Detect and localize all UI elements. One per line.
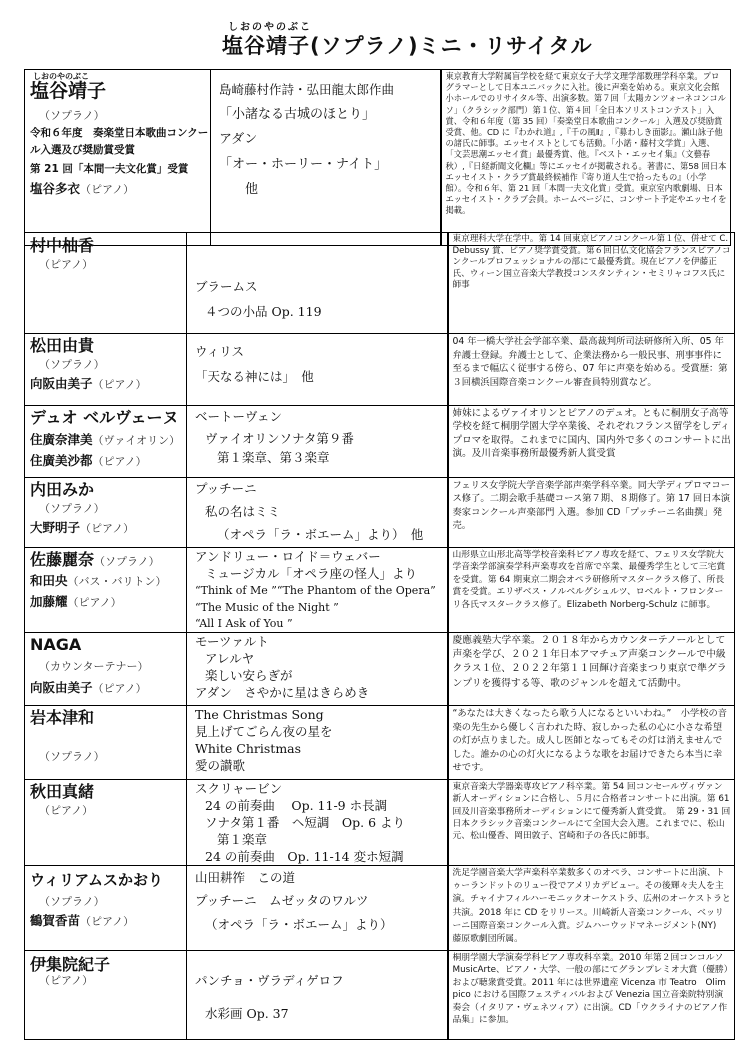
performer-cell bbox=[25, 633, 187, 706]
program-line: ４つの小品 Op. 119 bbox=[205, 304, 322, 319]
program-line: アンドリュー・ロイド＝ウェバー bbox=[195, 549, 381, 564]
page-title: 塩谷靖子(ソプラノ)ミニ・リサイタル bbox=[222, 34, 593, 58]
performer-name: 村中柚香 bbox=[30, 236, 95, 255]
table-row bbox=[25, 334, 735, 406]
program-line: 私の名はミミ bbox=[205, 504, 281, 519]
acc-name: 向阪由美子 bbox=[30, 376, 93, 391]
program-line: パンチョ・ヴラディゲロフ bbox=[195, 973, 344, 988]
header-award-1: 令和６年度 奏楽堂日本歌曲コンクール入選及び奨励賞受賞 bbox=[30, 127, 209, 156]
accompanist bbox=[25, 592, 186, 613]
bio-cell bbox=[448, 951, 735, 1040]
acc-name: 和田央 bbox=[30, 573, 68, 588]
header-bio-cell bbox=[441, 70, 731, 246]
bio-cell bbox=[448, 406, 735, 478]
performers-table bbox=[24, 232, 735, 1040]
acc-name: 加藤耀 bbox=[30, 594, 68, 609]
program-cell bbox=[187, 478, 448, 548]
program-cell bbox=[187, 548, 448, 633]
program-cell bbox=[187, 780, 448, 866]
acc-name: 向阪由美子 bbox=[30, 680, 93, 695]
table-row bbox=[25, 866, 735, 951]
program-line: アダン さやかに星はきらめき bbox=[195, 685, 370, 700]
program-line: ソナタ第１番 ヘ短調 Op. 6 より bbox=[205, 815, 405, 830]
performer-cell bbox=[25, 548, 187, 633]
header-acc-name: 塩谷多衣 bbox=[30, 181, 81, 196]
performer-type: （カウンターテナー） bbox=[39, 660, 149, 673]
accompanist bbox=[25, 518, 186, 539]
header-acc-type: （ピアノ） bbox=[80, 183, 135, 196]
program-line: アレルヤ bbox=[205, 651, 255, 666]
performer-cell bbox=[25, 780, 187, 866]
program-cell bbox=[187, 406, 448, 478]
accompanist bbox=[25, 571, 186, 592]
table-row bbox=[25, 951, 735, 1040]
performer-name: 岩本津和 bbox=[30, 708, 95, 727]
bio-cell bbox=[448, 233, 735, 334]
table-row bbox=[25, 780, 735, 866]
program-line: White Christmas bbox=[195, 741, 302, 756]
program-cell bbox=[187, 233, 448, 334]
bio-cell bbox=[448, 548, 735, 633]
performer-name: 伊集院紀子 bbox=[30, 955, 111, 974]
program-line: 見上げてごらん夜の星を bbox=[195, 724, 333, 739]
program-line: “Think of Me ”“The Phantom of the Opera” bbox=[195, 584, 436, 597]
bio-cell bbox=[448, 334, 735, 406]
program-cell bbox=[187, 633, 448, 706]
accompanist bbox=[25, 911, 186, 932]
program-line: 第１楽章、第３楽章 bbox=[217, 450, 330, 465]
header-accompanist bbox=[25, 179, 210, 200]
acc-name: 大野明子 bbox=[30, 520, 81, 535]
performer-type: （ソプラノ） bbox=[39, 895, 105, 908]
performer-cell bbox=[25, 951, 187, 1040]
program-line: 愛の讃歌 bbox=[195, 758, 246, 773]
header-program-line: 島崎藤村作詩・弘田龍太郎作曲 bbox=[219, 82, 395, 97]
bio-cell bbox=[448, 866, 735, 951]
header-performer-name: 塩谷靖子 bbox=[30, 80, 107, 102]
performer-type: （ソプラノ） bbox=[94, 555, 160, 568]
program-line: 24 の前奏曲 Op. 11-14 変ホ短調 bbox=[205, 849, 404, 864]
bio-text: 東京理科大学在学中。第 14 回東京ピアノコンクール第１位、併せて C.Debussy 賞、ピアノ奨学賞受賞。第６回日仏文化協会フランスピアノコンクールプロフェッショナルの部にて最優秀賞。現在ピアノを伊藤正氏、ウィーン国立音楽大学教授コンスタンティン・セミリャコフス氏に師事 bbox=[452, 234, 731, 291]
header-program-line: 「小諸なる古城のほとり」 bbox=[219, 107, 376, 122]
title-ruby: しおのやのぶこ bbox=[228, 22, 312, 33]
program-line: プッチーニ ムゼッタのワルツ bbox=[195, 893, 369, 908]
program-line: ウィリス bbox=[195, 344, 245, 359]
header-program-line: 「オー・ホーリー・ナイト」 bbox=[219, 157, 388, 172]
accompanist bbox=[25, 374, 186, 395]
bio-cell bbox=[448, 478, 735, 548]
performer-name: 秋田真緒 bbox=[30, 782, 95, 801]
program-line: “All I Ask of You ” bbox=[195, 617, 293, 630]
header-program-line: アダン bbox=[219, 132, 258, 147]
performer-heading bbox=[25, 548, 186, 571]
acc-type: （バス・バリトン） bbox=[67, 575, 167, 588]
acc-type: （ピアノ） bbox=[92, 455, 147, 468]
header-ruby: しおのやのぶこ bbox=[33, 72, 89, 81]
bio-text: 東京音楽大学器楽専攻ピアノ科卒業。第 54 回コンセールヴィヴァン新人オーディションに合格し、５月に合格者コンサートに出演。第 61 回及川音楽事務所オーディションにて優秀新人賞受賞。 第 29・31 回日本クラシック音楽コンクールにて全国大会入選。これまでに、松山元、松山優香、岡田敦子、宮崎和子の各氏に師事。 bbox=[452, 782, 731, 842]
program-cell bbox=[187, 866, 448, 951]
performer-name: ウィリアムスかおり bbox=[30, 871, 164, 889]
program-line: 24 の前奏曲 Op. 11-9 ホ長調 bbox=[205, 798, 388, 813]
header-program-line: 他 bbox=[245, 182, 259, 197]
program-line: スクリャービン bbox=[195, 781, 283, 796]
bio-text: 04 年一橋大学社会学部卒業、最高裁判所司法研修所入所、05 年弁護士登録。弁護士として、企業法務から一般民事、刑事事件に至るまで幅広く従事する傍ら、07 年に声楽を始める。受賞歴：第３回横浜国際音楽コンクール審査員特別賞など。 bbox=[452, 336, 728, 388]
performer-name: NAGA bbox=[30, 635, 82, 654]
performer-cell bbox=[25, 706, 187, 780]
header-award-2: 第 21 回「本間一夫文化賞」受賞 bbox=[30, 163, 189, 175]
accompanist bbox=[25, 676, 186, 699]
performer-type: （ソプラノ） bbox=[39, 502, 105, 515]
program-line: 第１楽章 bbox=[217, 832, 268, 847]
table-row bbox=[25, 633, 735, 706]
bio-text: 山形県立山形北高等学校音楽科ピアノ専攻を経て、フェリス女学院大学音楽学部演奏学科声楽専攻を首席で卒業、最優秀学生として三宅賞を受賞。第 64 期東京二期会オペラ研修所マスタークラス修了、所長賞を受賞。エリザベス・ノルベルグシュルツ、ロベルト・フロンターリ各氏マスタークラス修了。Elizabeth Norberg-Schulz に師事。 bbox=[452, 550, 726, 610]
program-line: プッチーニ bbox=[195, 481, 257, 496]
program-line: ベートーヴェン bbox=[195, 409, 283, 424]
bio-text: 桐朋学園大学演奏学科ピアノ専攻科卒業。2010 年第２回コンコルソ MusicArte、ピアノ・大学、一般の部にてグランプレミオ大賞（優勝）および聴衆賞受賞。2011 年には世界遺産 Vicenza 市 Teatro Olimpico における国際フェスティバルおよび Venezia 国立音楽院特別演奏会（イタリア・ヴェネツィア）に出演。CD「ウクライナのピアノ作品集」に参加。 bbox=[452, 953, 729, 1026]
performer-type: （ソプラノ） bbox=[39, 358, 105, 371]
bio-text: 慶應義塾大学卒業。２０１８年からカウンターテノールとして声楽を学び、２０２１年日本アマチュア声楽コンクールで中級クラス１位、２０２２年第１１回輝け音楽まつり東京で準グランプリを獲得する等、歌のジャンルを超えて活動中。 bbox=[452, 635, 727, 689]
program-line: ヴァイオリンソナタ第９番 bbox=[205, 431, 354, 446]
program-line: 山田耕筰 この道 bbox=[195, 870, 296, 885]
bio-cell bbox=[448, 706, 735, 780]
acc-type: （ヴァイオリン） bbox=[92, 434, 181, 447]
acc-type: （ピアノ） bbox=[92, 682, 147, 695]
performer-name: 松田由貴 bbox=[30, 336, 95, 355]
program-cell bbox=[187, 951, 448, 1040]
bio-text: フェリス女学院大学音楽学部声楽学科卒業。同大学ディプロマコース修了。二期会歌手基礎コース第７期、８期修了。第 17 回日本演奏家コンクール声楽部門 入選。参加 CD「プッチーニ名曲撰」発売。 bbox=[452, 480, 731, 532]
program-line: （オペラ「ラ・ボエーム」より） bbox=[205, 917, 393, 932]
acc-name: 鶴賀香苗 bbox=[30, 913, 81, 928]
table-row bbox=[25, 548, 735, 633]
acc-type: （ピアノ） bbox=[80, 915, 135, 928]
performer-type: （ソプラノ） bbox=[39, 750, 105, 763]
table-row bbox=[25, 478, 735, 548]
program-line: 「天なる神には」 他 bbox=[195, 369, 314, 384]
header-table bbox=[24, 69, 731, 246]
accompanist bbox=[25, 451, 186, 472]
table-row bbox=[25, 706, 735, 780]
program-line: ミュージカル「オペラ座の怪人」より bbox=[205, 566, 418, 581]
program-line: （オペラ「ラ・ボエーム」より） 他 bbox=[217, 527, 424, 542]
performer-cell bbox=[25, 406, 187, 478]
program-line: “The Music of the Night ” bbox=[195, 601, 339, 614]
acc-name: 住廣奈津美 bbox=[30, 432, 93, 447]
table-row bbox=[25, 233, 735, 334]
performer-name: デュオ ベルヴェーヌ bbox=[30, 408, 179, 427]
header-performer-type: （ソプラノ） bbox=[39, 109, 105, 122]
program-cell bbox=[187, 706, 448, 780]
bio-text: 洗足学園音楽大学声楽科卒業数多くのオペラ、コンサートに出演、トゥーランドットのリュー役でアメリカデビュー。その後輝々夫人を主演。チャイナフィルハーモニックオーケストラ、広州のオーケストラと共演。2018 年に CD をリリース。川崎新人音楽コンクール、ベッリーニ国際音楽コンクール入賞。ジムハーウッドマネージメント(NY) 藤原歌劇団所属。 bbox=[452, 868, 731, 945]
program-line: ブラームス bbox=[195, 279, 258, 294]
program-line: The Christmas Song bbox=[195, 707, 324, 722]
program-cell bbox=[187, 334, 448, 406]
performer-cell bbox=[25, 334, 187, 406]
header-program-cell bbox=[211, 70, 441, 246]
accompanist bbox=[25, 428, 186, 451]
performer-name: 佐藤麗奈 bbox=[30, 550, 95, 569]
bio-text: “あなたは大きくなったら歌う人になるといいわね。” 小学校の音楽の先生から優しく言われた時、寂しかった私の心に小さな希望の灯が点りました。成人し医師となってもその灯は消えませんでした。誰かの心の灯火になるような歌をお届けできたら本当に幸せです。 bbox=[452, 708, 728, 774]
program-line: 水彩画 Op. 37 bbox=[205, 1006, 289, 1021]
acc-type: （ピアノ） bbox=[92, 378, 147, 391]
performer-cell bbox=[25, 478, 187, 548]
performer-type: （ピアノ） bbox=[39, 804, 94, 817]
program-line: 楽しい安らぎが bbox=[205, 668, 293, 683]
bio-text: 姉妹によるヴァイオリンとピアノのデュオ。ともに桐朋女子高等学校を経て桐朋学園大学卒業後、それぞれフランス留学をしディプロマを取得。これまでに国内、国内外で多くのコンサートに出演。及川音楽事務所最優秀新人賞受賞 bbox=[452, 408, 731, 460]
table-row bbox=[25, 406, 735, 478]
bio-cell bbox=[448, 633, 735, 706]
performer-name: 内田みか bbox=[30, 480, 95, 499]
acc-type: （ピアノ） bbox=[67, 596, 122, 609]
program-line: モーツァルト bbox=[195, 634, 269, 649]
acc-name: 住廣美沙都 bbox=[30, 453, 93, 468]
bio-cell bbox=[448, 780, 735, 866]
acc-type: （ピアノ） bbox=[80, 522, 135, 535]
header-bio: 東京教育大学附属盲学校を経て東京女子大学文理学部数理学科卒業。プログラマーとして日本ユニバックに入社。後に声楽を始める。東京文化会館小ホールでのリサイタル等、出演多数。第７回「太陽カンツォーネコンコルソ」（クラシック部門）第１位、第４回「全日本ソリストコンテスト」入賞、令和６年度（第 35 回）「奏楽堂日本歌曲コンクール」入選及び奨励賞受賞、他。CD に『わかれ道』,『千の風Ⅱ』,『募わしき面影』。瀬山詠子他の諸氏に師事。エッセイストとしても活動。「小諾・藤村文学賞」入選、「文芸思潮エッセイ賞」最優秀賞、他。『ベスト・エッセイ集』（文藝春秋）,『日経新聞文化欄』等にエッセイが掲載される。著書に、第58 回日本エッセイスト・クラブ賞最終候補作『寄り道人生で拾ったもの』（小学館）。令和６年、第 21 回「本間一夫文化賞」受賞。東京室内歌劇場、日本エッセイスト・クラブ会員。ホームページに、コンサート予定やエッセイを掲載。 bbox=[445, 71, 727, 216]
performer-cell bbox=[25, 233, 187, 334]
performer-type: （ピアノ） bbox=[39, 258, 94, 271]
performer-type: （ピアノ） bbox=[39, 974, 94, 987]
header-performer-cell bbox=[25, 70, 211, 246]
performer-cell bbox=[25, 866, 187, 951]
